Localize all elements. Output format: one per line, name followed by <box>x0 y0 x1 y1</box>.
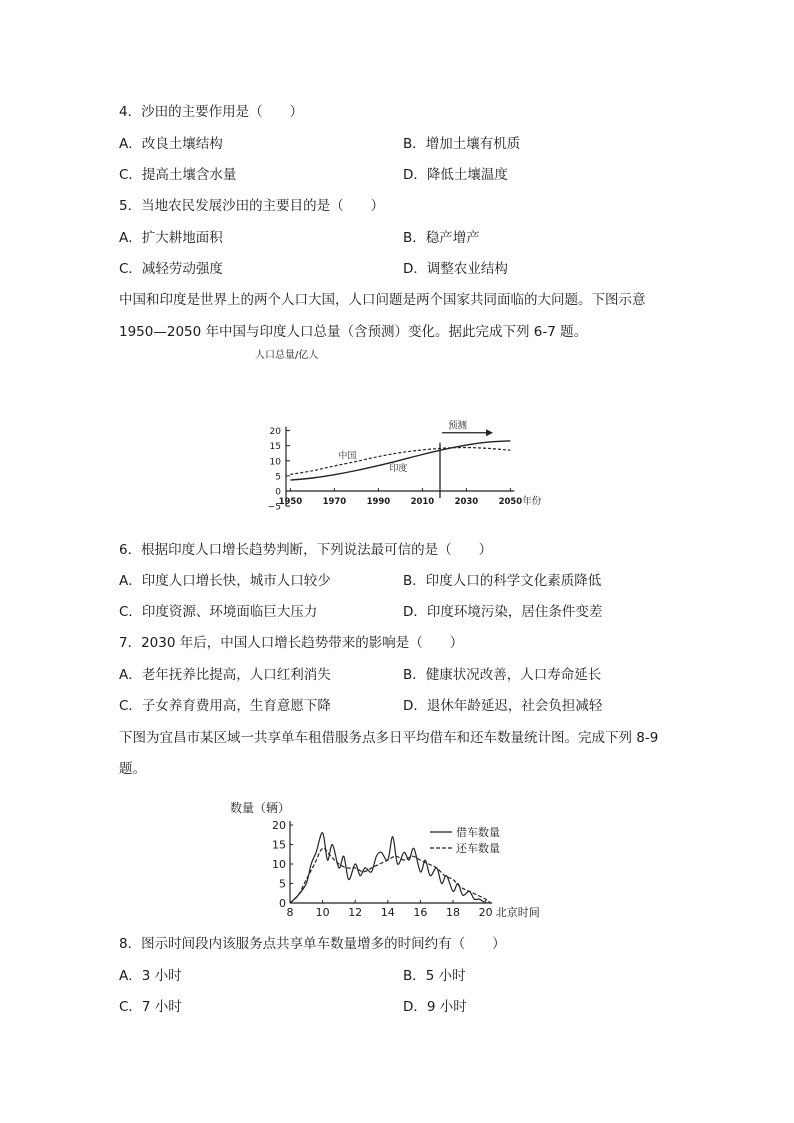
q5-option-d: D．调整农业结构 <box>403 261 508 277</box>
q6-stem: 6．根据印度人口增长趋势判断，下列说法最可信的是（ ） <box>119 542 493 558</box>
y-tick-label: 10 <box>269 457 281 468</box>
q6-option-a: A．印度人口增长快，城市人口较少 <box>119 573 331 589</box>
series-label-china: 中国 <box>338 451 357 462</box>
q5-option-b: B．稳产增产 <box>403 230 480 246</box>
q8-option-c: C．7 小时 <box>119 999 182 1015</box>
q6-option-b: B．印度人口的科学文化素质降低 <box>403 573 602 589</box>
y-axis-title: 数量（辆） <box>230 801 291 815</box>
population-chart <box>250 345 550 530</box>
y-tick-label: 20 <box>272 819 286 832</box>
intro-paragraph-line: 题。 <box>119 761 146 777</box>
y-tick-label: 15 <box>269 442 281 453</box>
intro-paragraph-line: 中国和印度是世界上的两个人口大国，人口问题是两个国家共同面临的大问题。下图示意 <box>119 292 646 308</box>
series-line-return <box>290 848 491 903</box>
y-tick-label: −5 <box>267 502 281 513</box>
x-tick-label: 8 <box>286 906 294 919</box>
series-label-india: 印度 <box>389 464 408 475</box>
bike-chart <box>225 790 570 925</box>
forecast-arrow-head <box>486 429 493 436</box>
q4-option-c: C．提高土壤含水量 <box>119 167 237 183</box>
x-tick-label: 2030 <box>454 497 479 507</box>
y-tick-label: 5 <box>279 877 286 891</box>
q4-option-a: A．改良土壤结构 <box>119 136 223 152</box>
x-tick-label: 12 <box>348 906 363 919</box>
q4-stem: 4．沙田的主要作用是（ ） <box>119 104 304 120</box>
y-tick-label: 20 <box>269 427 281 438</box>
q5-option-c: C．减轻劳动强度 <box>119 261 223 277</box>
q7-option-b: B．健康状况改善，人口寿命延长 <box>403 667 602 683</box>
q7-option-c: C．子女养育费用高，生育意愿下降 <box>119 698 331 714</box>
q5-option-a: A．扩大耕地面积 <box>119 230 223 246</box>
x-tick-label: 20 <box>478 906 493 919</box>
q4-option-d: D．降低土壤温度 <box>403 167 508 183</box>
q6-option-c: C．印度资源、环境面临巨大压力 <box>119 604 318 620</box>
x-tick-label: 18 <box>446 906 460 919</box>
x-axis-title: 北京时间 <box>495 906 540 919</box>
x-tick-label: 10 <box>315 906 330 919</box>
forecast-label: 预测 <box>448 420 468 432</box>
q8-option-a: A．3 小时 <box>119 968 182 984</box>
q8-stem: 8．图示时间段内该服务点共享单车数量增多的时间约有（ ） <box>119 936 506 952</box>
x-axis-title: 年份 <box>522 496 542 507</box>
y-axis-title: 人口总量/亿人 <box>255 350 319 361</box>
q6-option-d: D．印度环境污染，居住条件变差 <box>403 604 603 620</box>
q8-option-b: B．5 小时 <box>403 968 466 984</box>
intro-paragraph-line: 1950—2050 年中国与印度人口总量（含预测）变化。据此完成下列 6-7 题。 <box>119 324 588 340</box>
y-tick-label: 10 <box>272 858 286 871</box>
q7-option-d: D．退休年龄延迟，社会负担减轻 <box>403 698 603 714</box>
q7-stem: 7．2030 年后，中国人口增长趋势带来的影响是（ ） <box>119 635 464 651</box>
q5-stem: 5．当地农民发展沙田的主要目的是（ ） <box>119 198 385 214</box>
y-tick-label: 5 <box>275 472 281 483</box>
y-tick-label: 0 <box>279 897 286 910</box>
y-tick-label: 15 <box>272 838 286 852</box>
q8-option-d: D．9 小时 <box>403 999 467 1015</box>
series-line-india <box>290 441 510 480</box>
x-tick-label: 14 <box>380 906 395 919</box>
q4-option-b: B．增加土壤有机质 <box>403 136 521 152</box>
x-tick-label: 1950 <box>278 497 303 507</box>
legend-label-borrow: 借车数量 <box>456 826 500 839</box>
x-tick-label: 2050 <box>498 497 523 507</box>
x-tick-label: 1990 <box>366 497 391 507</box>
x-tick-label: 16 <box>413 906 428 919</box>
x-tick-label: 1970 <box>322 497 347 507</box>
x-tick-label: 2010 <box>410 497 435 507</box>
intro-paragraph-line: 下图为宜昌市某区域一共享单车租借服务点多日平均借车和还车数量统计图。完成下列 8-9 <box>119 730 659 746</box>
legend-label-return: 还车数量 <box>456 842 500 855</box>
y-tick-label: 0 <box>275 487 281 498</box>
q7-option-a: A．老年抚养比提高，人口红利消失 <box>119 667 331 683</box>
